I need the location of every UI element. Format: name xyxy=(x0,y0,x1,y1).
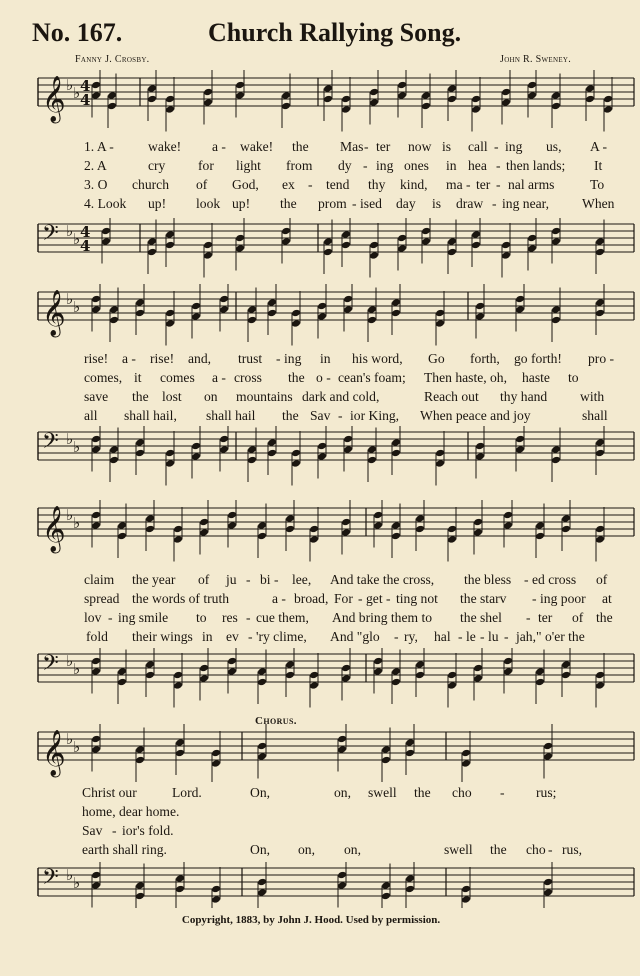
note-chord xyxy=(91,500,101,548)
note-chord xyxy=(503,500,513,548)
chorus-label: Chorus. xyxy=(255,715,297,727)
note-chord xyxy=(551,218,561,264)
composer-credit: John R. Sweney. xyxy=(500,54,572,65)
note-chord xyxy=(211,867,221,908)
note-chord xyxy=(281,218,291,264)
author-credit: Fanny J. Crosby. xyxy=(75,54,150,65)
lyric-line: all shall hail, shall hail the Sav - ior King, When peace and joy shall xyxy=(84,408,608,423)
note-chord xyxy=(447,220,457,275)
lyric-line: claim the year of ju - bi - lee, And take the cross, the bless - ed cross of xyxy=(84,572,608,587)
flat-icon: ♭ xyxy=(73,298,81,316)
note-chord xyxy=(343,426,353,472)
note-chord xyxy=(381,864,391,909)
flat-icon: ♭ xyxy=(66,730,74,748)
note-chord xyxy=(515,284,525,332)
note-chord xyxy=(373,648,383,694)
flat-icon: ♭ xyxy=(66,506,74,524)
note-chord xyxy=(117,504,127,559)
hymn-number: No. 167. xyxy=(32,18,123,47)
time-signature: 4 xyxy=(80,237,91,255)
lyric-line: home, dear home. xyxy=(82,804,180,819)
note-chord xyxy=(91,724,101,772)
bass-staff-4 xyxy=(0,862,640,908)
note-chord xyxy=(461,867,471,908)
treble-staff-3 xyxy=(0,500,640,575)
time-signature: 4 xyxy=(80,91,91,109)
lyric-line: 2. A cry for light from dy - ing ones in hea - then lands; It xyxy=(84,158,603,173)
bass-clef-icon: 𝄢 xyxy=(42,221,59,251)
note-chord xyxy=(107,74,117,129)
note-chord xyxy=(367,288,377,343)
lyric-line: save the lost on mountains dark and cold, Reach out thy hand with xyxy=(84,389,605,404)
note-chord xyxy=(281,74,291,129)
treble-staff-4 xyxy=(0,724,640,782)
treble-staff-1 xyxy=(0,70,640,140)
note-chord xyxy=(527,70,537,118)
lyric-line: 3. O church of God, ex - tend thy kind, ma - ter - nal arms To xyxy=(84,177,605,192)
lyric-line: Christ our Lord. On, on, swell the cho - rus; xyxy=(82,785,557,800)
note-chord xyxy=(373,500,383,548)
treble-clef-icon: 𝄞 xyxy=(42,506,66,552)
note-chord xyxy=(595,220,605,275)
note-chord xyxy=(535,650,545,705)
note-chord xyxy=(219,426,229,472)
flat-icon: ♭ xyxy=(66,430,74,448)
flat-icon: ♭ xyxy=(73,84,81,102)
note-chord xyxy=(257,862,267,908)
note-chord xyxy=(175,862,185,908)
bass-clef-icon: 𝄢 xyxy=(42,651,59,681)
hymn-title: Church Rallying Song. xyxy=(208,18,462,47)
note-chord xyxy=(91,862,101,908)
note-chord xyxy=(337,862,347,908)
time-signature: 4 xyxy=(80,223,91,241)
note-chord xyxy=(405,862,415,908)
note-chord xyxy=(317,426,327,479)
note-chord xyxy=(135,728,145,783)
hymn-header xyxy=(0,14,640,54)
bass-clef-icon: 𝄢 xyxy=(42,429,59,459)
note-chord xyxy=(527,218,537,271)
flat-icon: ♭ xyxy=(73,874,81,892)
note-chord xyxy=(227,648,237,694)
note-chord xyxy=(503,648,513,694)
lyric-line: spread the words of truth a - broad, For - get - ting not the starv - ing poor at xyxy=(84,591,612,606)
note-chord xyxy=(285,648,295,697)
lyric-line: 4. Look up! look up! the prom - ised day is draw - ing near, When xyxy=(84,196,615,211)
lyric-line: lov - ing smile to res - cue them, And bring them to the shel - ter of the xyxy=(84,610,613,625)
note-chord xyxy=(235,218,245,271)
note-chord xyxy=(109,428,119,483)
flat-icon: ♭ xyxy=(66,866,74,884)
note-chord xyxy=(117,650,127,705)
note-chord xyxy=(247,428,257,483)
note-chord xyxy=(341,218,351,267)
note-chord xyxy=(475,426,485,479)
flat-icon: ♭ xyxy=(66,76,74,94)
lyric-line: earth shall ring. On, on, on, swell the cho - rus, xyxy=(82,842,583,857)
note-chord xyxy=(165,218,175,267)
treble-staff-2 xyxy=(0,284,640,354)
note-chord xyxy=(235,70,245,118)
note-chord xyxy=(135,426,145,475)
note-chord xyxy=(421,74,431,129)
flat-icon: ♭ xyxy=(66,652,74,670)
note-chord xyxy=(191,426,201,479)
note-chord xyxy=(551,288,561,343)
flat-icon: ♭ xyxy=(66,290,74,308)
flat-icon: ♭ xyxy=(73,438,81,456)
treble-clef-icon: 𝄞 xyxy=(42,76,66,122)
note-chord xyxy=(415,648,425,697)
copyright-notice: Copyright, 1883, by John J. Hood. Used by permission. xyxy=(181,914,441,926)
note-chord xyxy=(551,74,561,129)
flat-icon: ♭ xyxy=(73,230,81,248)
note-chord xyxy=(145,648,155,697)
bass-staff-2 xyxy=(0,426,640,488)
note-chord xyxy=(91,648,101,694)
note-chord xyxy=(135,864,145,909)
note-chord xyxy=(543,862,553,908)
note-chord xyxy=(381,728,391,783)
note-chord xyxy=(391,504,401,559)
note-chord xyxy=(397,218,407,271)
note-chord xyxy=(397,70,407,118)
treble-clef-icon: 𝄞 xyxy=(42,290,66,336)
note-chord xyxy=(367,428,377,483)
note-chord xyxy=(219,284,229,332)
bass-clef-icon: 𝄢 xyxy=(42,865,59,895)
note-chord xyxy=(91,284,101,332)
note-chord xyxy=(247,288,257,343)
bass-staff-1 xyxy=(0,218,640,280)
note-chord xyxy=(91,426,101,472)
note-chord xyxy=(343,284,353,332)
note-chord xyxy=(421,218,431,264)
lyric-line: Sav - ior's fold. xyxy=(82,823,174,838)
note-chord xyxy=(267,426,277,475)
note-chord xyxy=(337,724,347,772)
lyric-line: fold their wings in ev - 'ry clime, And "glo - ry, hal - le - lu - jah," o'er the xyxy=(86,629,585,644)
note-chord xyxy=(535,504,545,559)
note-chord xyxy=(595,426,605,475)
note-chord xyxy=(91,70,101,118)
lyric-line: rise! a - rise! and, trust - ing in his word, Go forth, go forth! pro - xyxy=(84,351,615,366)
note-chord xyxy=(323,220,333,275)
note-chord xyxy=(227,500,237,548)
time-signature: 4 xyxy=(80,77,91,95)
note-chord xyxy=(109,288,119,343)
note-chord xyxy=(147,220,157,275)
flat-icon: ♭ xyxy=(73,514,81,532)
note-chord xyxy=(561,648,571,697)
note-chord xyxy=(341,648,351,701)
note-chord xyxy=(471,218,481,267)
flat-icon: ♭ xyxy=(66,222,74,240)
note-chord xyxy=(551,428,561,483)
lyric-line: 1. A - wake! a - wake! the Mas - ter now is call - ing us, A - xyxy=(84,139,607,154)
lyric-line: comes, it comes a - cross the o - cean's foam; Then haste, oh, haste to xyxy=(84,370,579,385)
treble-clef-icon: 𝄞 xyxy=(42,730,66,776)
note-chord xyxy=(391,426,401,475)
note-chord xyxy=(199,648,209,701)
note-chord xyxy=(391,650,401,705)
note-chord xyxy=(515,426,525,472)
note-chord xyxy=(257,650,267,705)
note-chord xyxy=(473,648,483,701)
note-chord xyxy=(257,504,267,559)
flat-icon: ♭ xyxy=(73,738,81,756)
bass-staff-3 xyxy=(0,648,640,710)
flat-icon: ♭ xyxy=(73,660,81,678)
note-chord xyxy=(101,218,111,264)
